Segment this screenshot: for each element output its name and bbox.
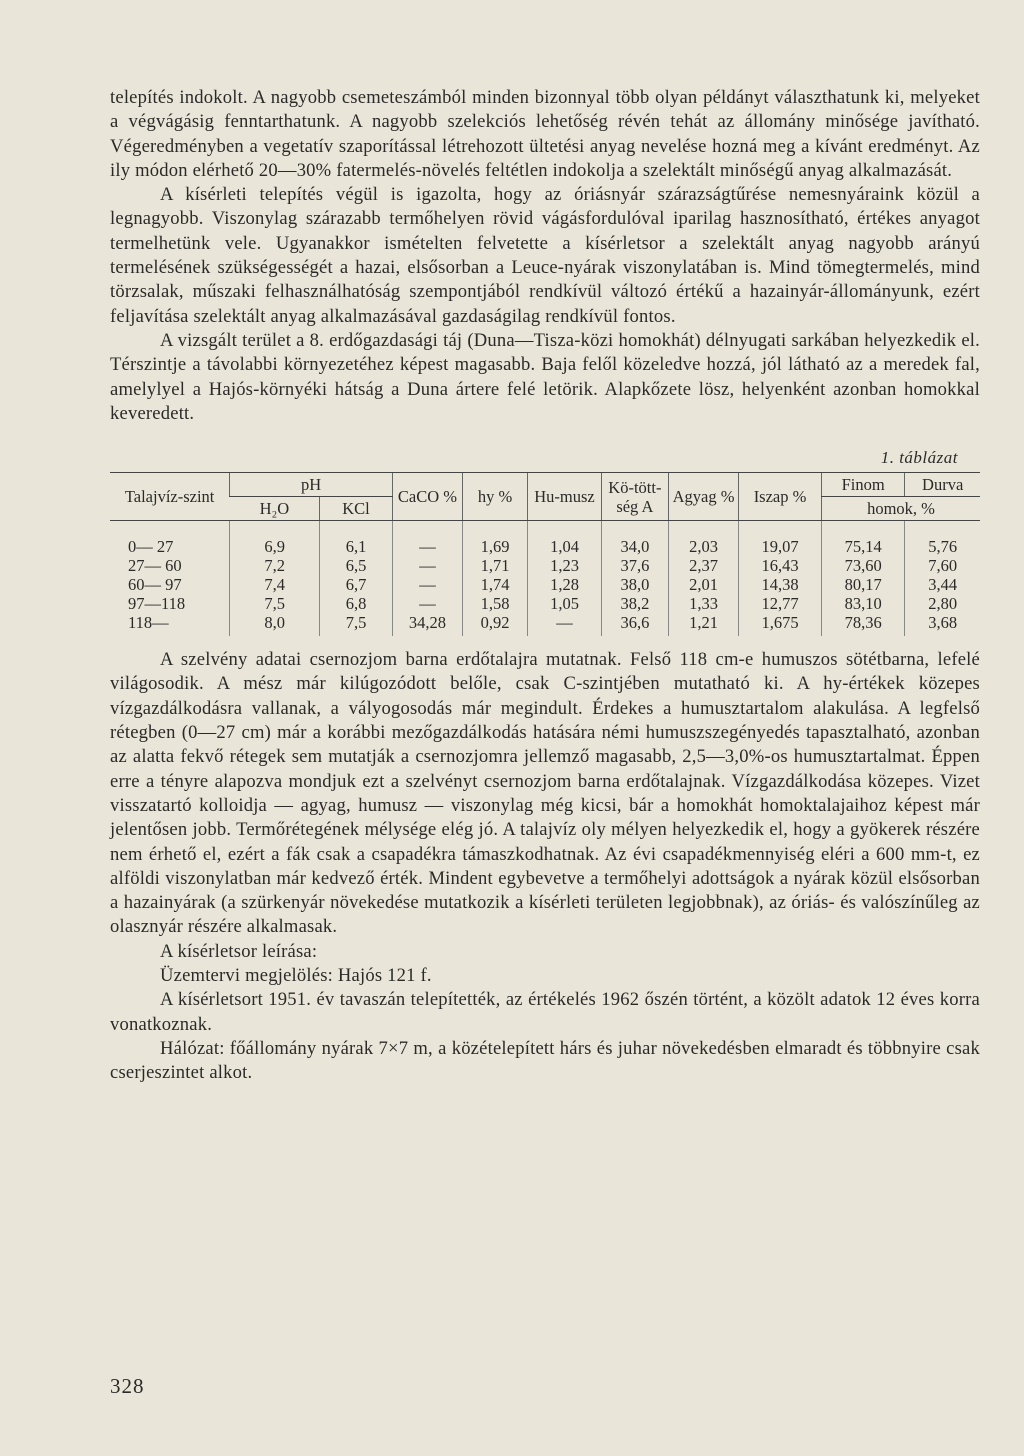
table-row — [110, 556, 980, 575]
table-caption: 1. táblázat — [880, 448, 958, 468]
table-cell: 1,05 — [528, 594, 601, 613]
table-cell: 16,43 — [739, 556, 822, 575]
table-cell: 7,5 — [230, 594, 320, 613]
table-cell: 83,10 — [822, 594, 905, 613]
table-cell: 1,23 — [528, 556, 601, 575]
table-cell: 118— — [128, 613, 169, 633]
table-cell: 1,69 — [462, 521, 527, 557]
table-cell: 1,28 — [528, 575, 601, 594]
table-cell: 1,675 — [739, 613, 822, 636]
table-cell: 5,76 — [905, 521, 980, 557]
table-cell: 2,03 — [669, 521, 739, 557]
paragraph: A vizsgált terület a 8. erdőgazdasági táj (Duna—Tisza-közi homokhát) délnyugati sarkában helyezkedik el. Térszintje a távolabbi környezetéhez képest magasabb. Baja felől közeledve hozzá, jól látható az a meredek fal, amelylyel a Hajós-környéki hátság a Duna ártere felé letörik. Alapkőzete lösz, helyenként azonban homokkal keveredett. — [110, 329, 980, 424]
table-cell: 6,1 — [320, 521, 393, 557]
paragraph: Hálózat: főállomány nyárak 7×7 m, a közételepített hárs és juhar növekedésben elmaradt és többnyire csak cserjeszintet alkot. — [110, 1037, 980, 1084]
table-cell: — — [393, 594, 463, 613]
header-kcl: KCl — [320, 497, 393, 521]
table-cell: 6,8 — [320, 594, 393, 613]
header-agyag: Agyag % — [669, 473, 739, 521]
table-cell: 34,28 — [393, 613, 463, 636]
table-cell: 1,58 — [462, 594, 527, 613]
table-cell: — — [528, 613, 601, 636]
header-kotottseg: Kö-tött-ség A — [601, 473, 668, 521]
table-cell: 36,6 — [601, 613, 668, 636]
table-cell: 0,92 — [462, 613, 527, 636]
table-cell: 34,0 — [601, 521, 668, 557]
table-cell: 1,33 — [669, 594, 739, 613]
header-h2o: H₂O — [230, 497, 320, 521]
table-cell: — — [393, 575, 463, 594]
table-cell: 8,0 — [230, 613, 320, 636]
header-hy: hy % — [462, 473, 527, 521]
table-cell: 7,2 — [230, 556, 320, 575]
paragraph: A kísérletsor leírása: — [160, 940, 318, 962]
table-cell: 2,80 — [905, 594, 980, 613]
table-cell: 38,2 — [601, 594, 668, 613]
table-cell: 2,01 — [669, 575, 739, 594]
paragraph: A kísérletsort 1951. év tavaszán telepítették, az értékelés 1962 őszén történt, a közölt adatok 12 éves korra vonatkoznak. — [110, 989, 980, 1035]
table-row — [110, 521, 980, 557]
soil-data-table — [110, 472, 980, 636]
table-cell: 38,0 — [601, 575, 668, 594]
table-cell: 2,37 — [669, 556, 739, 575]
table-cell: 3,44 — [905, 575, 980, 594]
table-cell: 80,17 — [822, 575, 905, 594]
table-cell: 6,7 — [320, 575, 393, 594]
header-iszap: Iszap % — [739, 473, 822, 521]
table-row — [110, 575, 980, 594]
table-cell: 97—118 — [128, 594, 186, 614]
table-row — [110, 613, 980, 636]
table-cell: 37,6 — [601, 556, 668, 575]
header-caco: CaCO % — [393, 473, 463, 521]
table-cell: 78,36 — [822, 613, 905, 636]
page-number: 328 — [110, 1374, 145, 1398]
table-cell: 19,07 — [739, 521, 822, 557]
table-cell: 73,60 — [822, 556, 905, 575]
table-cell: 27— 60 — [128, 556, 182, 576]
paragraph: A kísérleti telepítés végül is igazolta, hogy az óriásnyár szárazságtűrése nemesnyáraink közül a legnagyobb. Viszonylag szárazabb termőhelyen rövid vágásfordulóval iparilag hasznosítható, értékes anyagot termelhetünk vele. Ugyanakkor ismételten felvetette a kísérletsor a szelektált anyag nagyobb arányú termelésének szükségességét a hazai, elsősorban a Leuce-nyárak viszonylatában is. Mind tömegtermelés, mind törzsalak, műszaki felhasználhatóság szempontjából rendkívül változó értékű a hazainyár-állományunk, ezért feljavítása szelektált anyag alkalmazásával gazdaságilag rendkívül fontos. — [110, 184, 980, 327]
header-humusz: Hu-musz — [528, 473, 601, 521]
table-cell: 14,38 — [739, 575, 822, 594]
paragraph: A szelvény adatai csernozjom barna erdőtalajra mutatnak. Felső 118 cm-e humuszos sötétbarna, lefelé világosodik. A mész már kilúgozódott belőle, csak C-szintjében mutatható ki. A hy-értékek közepes vízgazdálkodásra vallanak, a vályogosodás már megindult. Érdekes a humusztartalom alakulása. A legfelső rétegben (0—27 cm) már a korábbi mezőgazdálkodás hatására némi humuszszegényedés tapasztalható, azonban az alatta fekvő rétegek sem mutatják a csernozjomra jellemző magasabb, 2,5—3,0%-os humusztartalmat. Éppen erre a tényre alapozva mondjuk ezt a szelvényt csernozjom barna erdőtalajnak. Vízgazdálkodása közepes. Vizet visszatartó kolloidja — agyag, humusz — viszonylag még kicsi, bár a homokhát homoktalajaihoz képest már jelentősen jobb. Termőrétegének mélysége elég jó. A talajvíz oly mélyen helyezkedik el, hogy a gyökerek részére nem érhető el, ezért a fák csak a csapadékra támaszkodhatnak. Az évi csapadékmennyiség eléri a 600 mm-t, ez alföldi viszonylatban már kedvező érték. Mindent egybevetve a termőhelyi adottságok a nyárak közül elsősorban a hazainyárak (a szürkenyár növekedése mutatkozik a kísérleti területen legjobbnak), az óriás- és valószínűleg az olasznyár részére alkalmasak. — [110, 649, 980, 938]
table-cell: 1,04 — [528, 521, 601, 557]
table-cell: 1,21 — [669, 613, 739, 636]
table-cell: 6,9 — [230, 521, 320, 557]
table-cell: 1,71 — [462, 556, 527, 575]
table-cell: 3,68 — [905, 613, 980, 636]
table-cell: 6,5 — [320, 556, 393, 575]
header-talajviz: Talajvíz-szint — [110, 473, 230, 521]
paragraph: telepítés indokolt. A nagyobb csemeteszámból minden bizonnyal több olyan példányt választhatunk ki, melyeket a végvágásig fenntarthatunk. A nagyobb szelekciós lehetőség révén tehát az állomány minősége javítható. Végeredményben a vegetatív szaporítással létrehozott ültetési anyag nevelése hozná meg a kívánt eredményt. Az ily módon elérhető 20—30% fatermelés-növelés feltétlen indokolja a szelektált minőségű anyag alkalmazását. — [110, 87, 980, 181]
header-durva: Durva — [905, 473, 980, 497]
header-homok: homok, % — [822, 497, 980, 521]
table-cell: 7,60 — [905, 556, 980, 575]
page-content — [110, 86, 980, 1086]
table-cell: — — [393, 556, 463, 575]
table-cell: 60— 97 — [128, 575, 182, 595]
paragraph: Üzemtervi megjelölés: Hajós 121 f. — [160, 965, 432, 987]
table-cell: — — [393, 521, 463, 557]
table-cell: 7,5 — [320, 613, 393, 636]
table-cell: 12,77 — [739, 594, 822, 613]
table-cell: 1,74 — [462, 575, 527, 594]
table-row — [110, 594, 980, 613]
table-cell: 7,4 — [230, 575, 320, 594]
header-finom: Finom — [822, 473, 905, 497]
table-cell: 0— 27 — [128, 537, 174, 557]
header-ph: pH — [230, 473, 393, 497]
table-cell: 75,14 — [822, 521, 905, 557]
